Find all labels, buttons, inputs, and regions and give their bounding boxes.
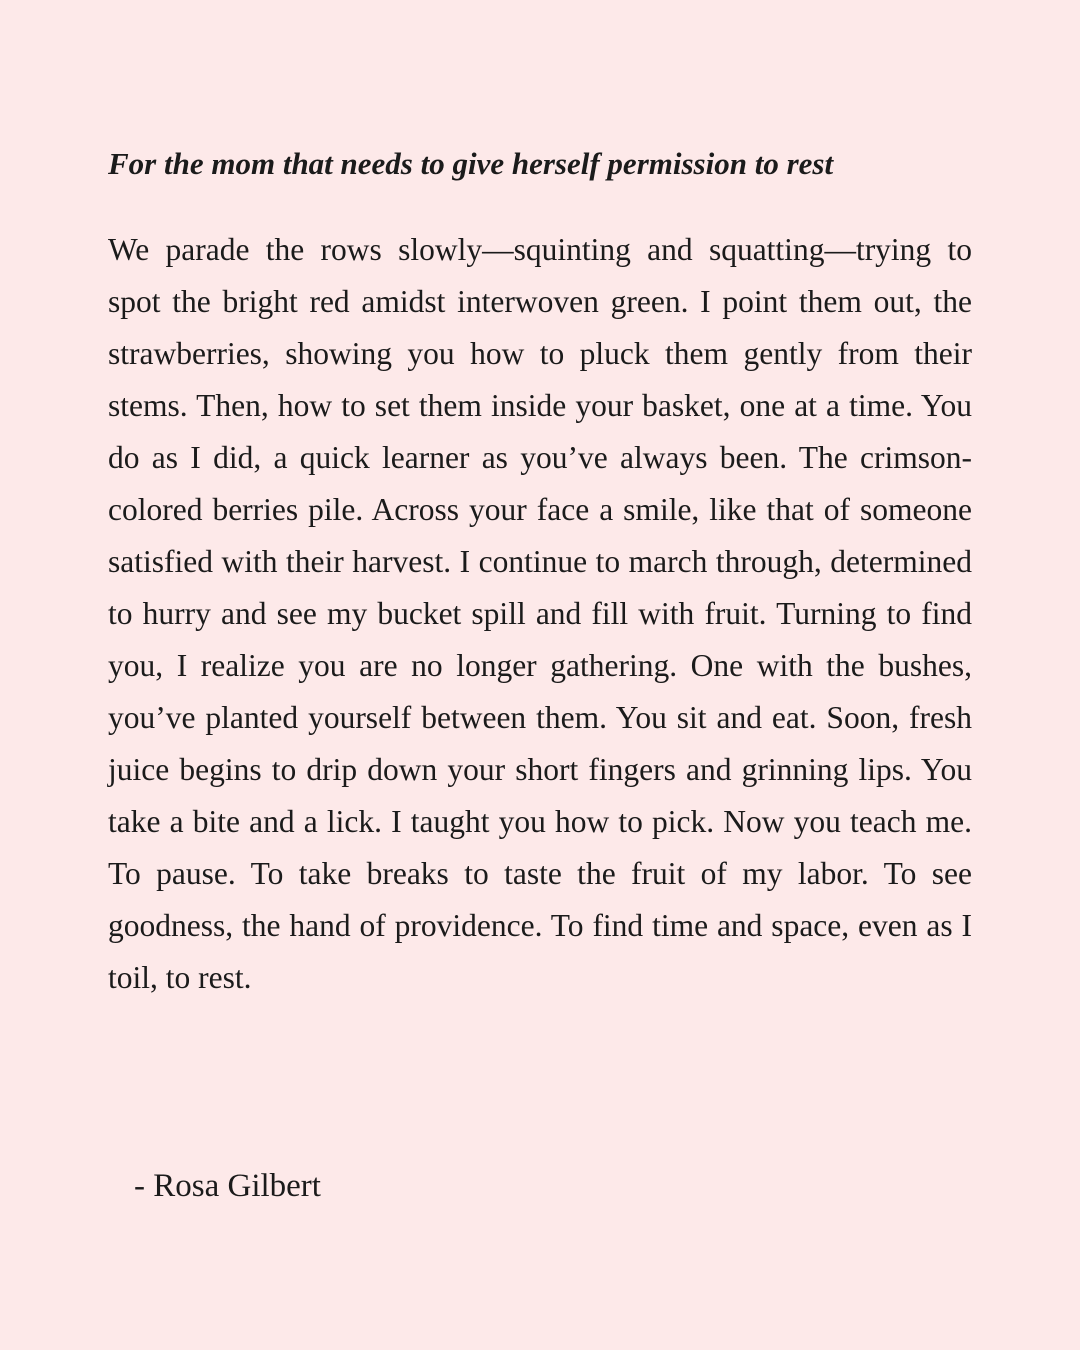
author-signature: - Rosa Gilbert bbox=[134, 1168, 321, 1204]
poem-body: We parade the rows slowly—squinting and squatting—trying to spot the bright red amidst interwoven green. I point them out, the strawberries, showing you how to pluck them gently from their stems. Then, how to set them inside your basket, one at a time. You do as I did, a quick learner as you’ve always been. The crimson-colored berries pile. Across your face a smile, like that of someone satisfied with their harvest. I continue to march through, determined to hurry and see my bucket spill and fill with fruit. Turning to find you, I realize you are no longer gathering. One with the bushes, you’ve planted yourself between them. You sit and eat. Soon, fresh juice begins to drip down your short fingers and grinning lips. You take a bite and a lick. I taught you how to pick. Now you teach me. To pause. To take breaks to taste the fruit of my labor. To see goodness, the hand of providence. To find time and space, even as I toil, to rest. bbox=[108, 232, 972, 995]
poem-title: For the mom that needs to give herself permission to rest bbox=[108, 146, 834, 181]
